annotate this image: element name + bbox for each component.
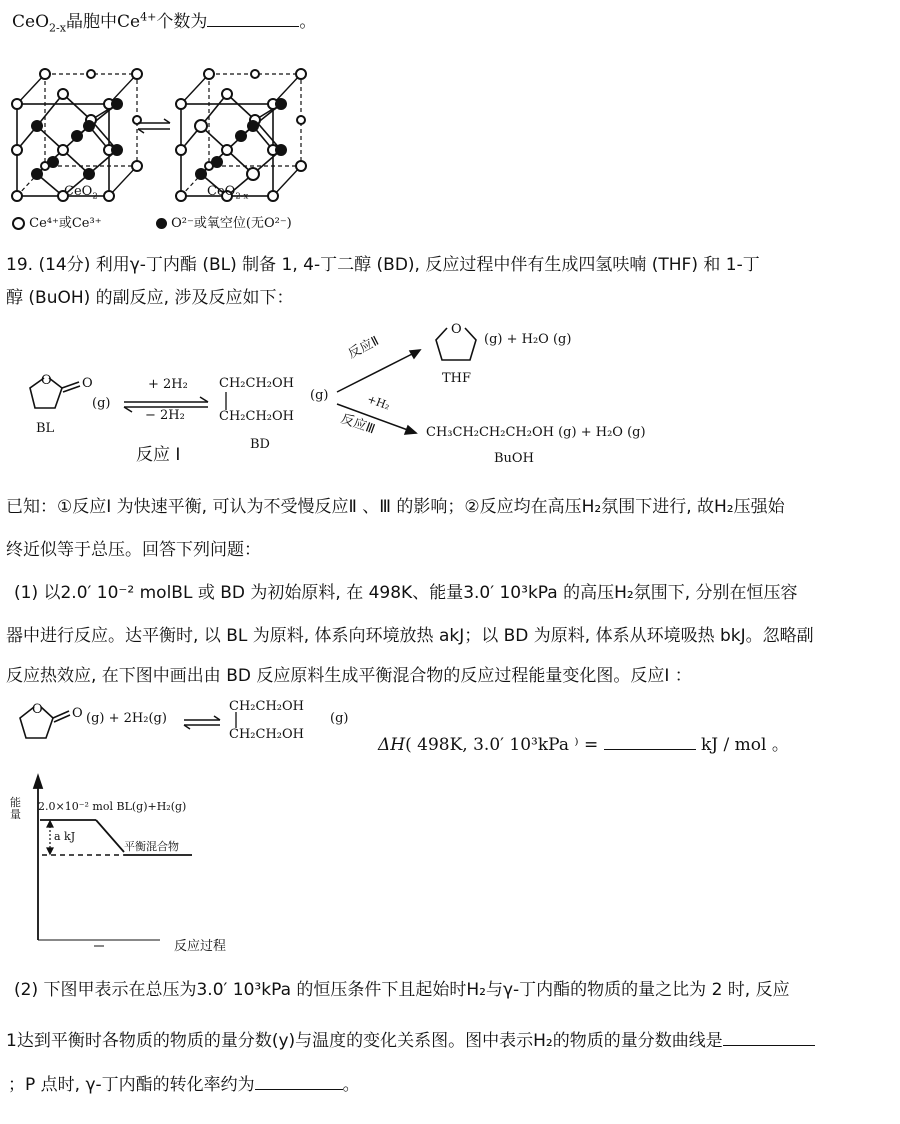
- svg-text:O: O: [32, 702, 43, 717]
- svg-text:O: O: [82, 376, 93, 391]
- eq-bd-top: CH₂CH₂OH: [229, 699, 304, 714]
- bd-phase: (g): [310, 388, 329, 403]
- legend-filled: O²⁻或氧空位(无O²⁻): [156, 212, 292, 231]
- known-line2: 终近似等于总压。回答下列问题：: [6, 540, 261, 560]
- p2-line3: ；P 点时, γ-丁内酯的转化率约为 。: [8, 1075, 360, 1095]
- thf-label: THF: [442, 371, 472, 386]
- eq-bd-bottom: CH₂CH₂OH: [229, 727, 304, 742]
- minus-2h2-label: − 2H₂: [145, 408, 185, 423]
- p1-line2: 器中进行反应。达平衡时, 以 BL 为原料, 体系向环境放热 akJ；以 BD 为原料, 体系从环境吸热 bkJ。忽略副: [6, 626, 814, 646]
- known-line1: 已知：①反应Ⅰ 为快速平衡, 可认为不受慢反应Ⅱ 、Ⅲ 的影响；②反应均在高压H₂氛围下进行, 故H₂压强始: [6, 497, 785, 517]
- diagram-ylabel-2: 量: [10, 808, 21, 821]
- reaction-3-label: 反应Ⅲ: [338, 411, 377, 438]
- intro-line: CeO$_{2-x}$晶胞中$Ce^{4+}$个数为 。: [12, 10, 317, 35]
- svg-text:O: O: [451, 322, 462, 337]
- bd-label: BD: [250, 437, 270, 452]
- bd-formula-top: CH₂CH₂OH: [219, 376, 294, 391]
- plus-2h2-label: + 2H₂: [148, 377, 188, 392]
- diagram-ylabel-1: 能: [10, 796, 21, 809]
- q19-line2: 醇 (BuOH) 的副反应, 涉及反应如下：: [6, 288, 294, 308]
- diagram-xlabel: 反应过程: [174, 939, 227, 954]
- svg-text:O: O: [41, 373, 52, 388]
- reaction-1-label: 反应 I: [136, 445, 181, 465]
- delta-h-line: ΔH( 498K, 3.0′ 10³kPa ⁾ = kJ / mol 。: [378, 735, 789, 755]
- bd-formula-bottom: CH₂CH₂OH: [219, 409, 294, 424]
- p2-line1: (2) 下图甲表示在总压为3.0′ 10³kPa 的恒压条件下且起始时H₂与γ-丁内酯的物质的量之比为 2 时, 反应: [14, 980, 790, 1000]
- buoh-products: CH₃CH₂CH₂CH₂OH (g) + H₂O (g): [426, 425, 646, 440]
- diagram-end-label: 平衡混合物: [124, 840, 179, 853]
- bl-label: BL: [36, 421, 55, 436]
- h2-curve-blank[interactable]: [723, 1045, 815, 1046]
- p1-line1: (1) 以2.0′ 10⁻² molBL 或 BD 为初始原料, 在 498K、能量3.0′ 10³kPa 的高压H₂氛围下, 分别在恒压容: [14, 583, 798, 603]
- q19-line1: 19. (14分) 利用γ-丁内酯 (BL) 制备 1, 4-丁二醇 (BD), 反应过程中伴有生成四氢呋喃 (THF) 和 1-丁: [6, 255, 760, 275]
- eq-left: (g) + 2H₂(g): [86, 711, 167, 726]
- eq-phase: (g): [330, 711, 349, 726]
- p1-line3: 反应热效应, 在下图中画出由 BD 反应原料生成平衡混合物的反应过程能量变化图。反应Ⅰ ：: [6, 666, 692, 686]
- thf-products: (g) + H₂O (g): [484, 332, 572, 347]
- cell-label-right: CeO$_{2-x}$: [207, 184, 249, 201]
- p2-line2: 1达到平衡时各物质的物质的量分数(y)与温度的变化关系图。图中表示H₂的物质的量分数曲线是: [6, 1029, 815, 1053]
- svg-text:O: O: [72, 706, 83, 721]
- cell-label-left: CeO$_2$: [64, 184, 98, 201]
- buoh-label: BuOH: [494, 451, 534, 466]
- diagram-start-label: 2.0×10⁻² mol BL(g)+H₂(g): [38, 800, 187, 813]
- bl-phase: (g): [92, 396, 111, 411]
- diagram-delta-label: a kJ: [54, 830, 76, 843]
- reaction-2-label: 反应Ⅱ: [345, 333, 382, 362]
- conversion-blank[interactable]: [255, 1089, 343, 1090]
- h2-label: +H₂: [365, 392, 392, 413]
- legend-open: Ce⁴⁺或Ce³⁺: [12, 212, 102, 231]
